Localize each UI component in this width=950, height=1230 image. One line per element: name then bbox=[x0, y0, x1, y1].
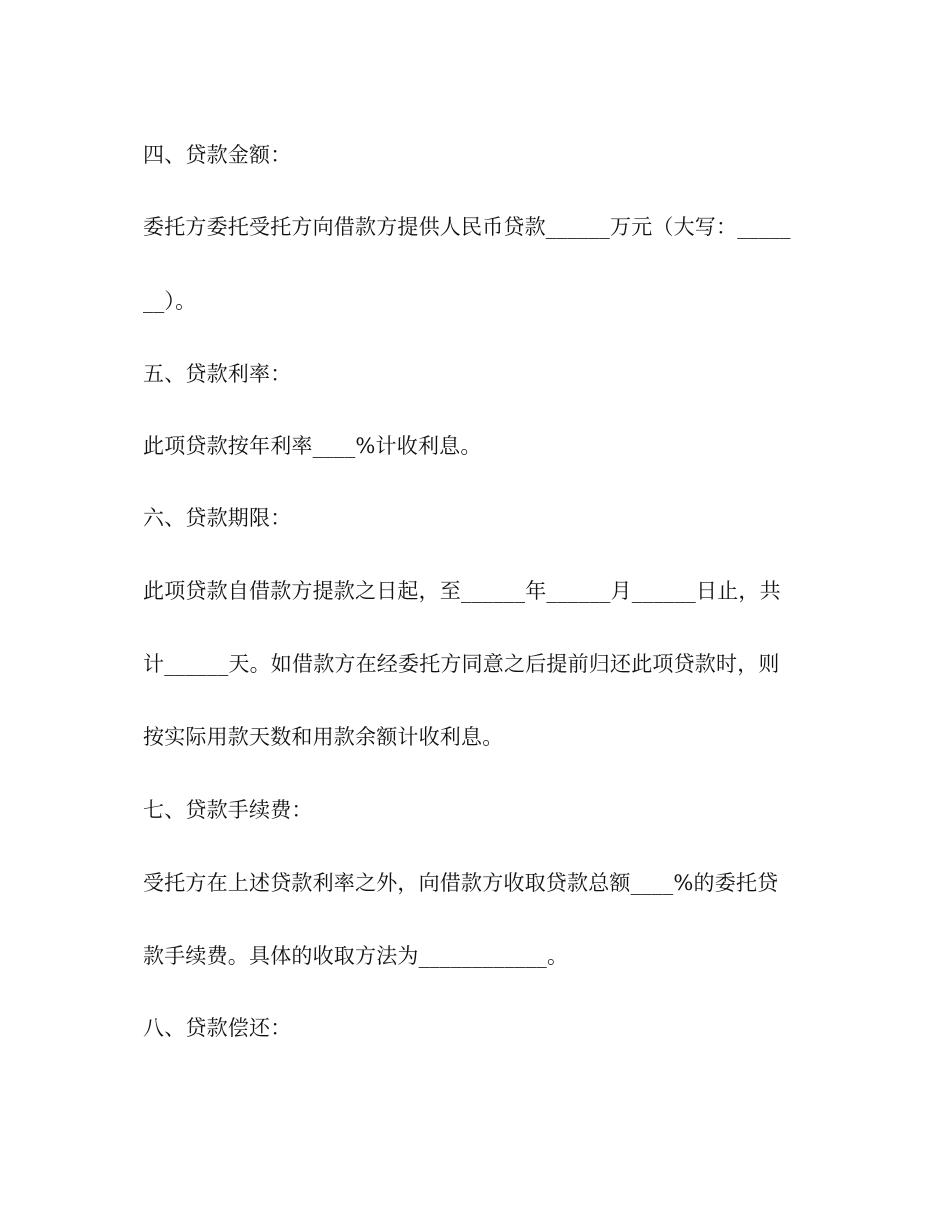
paragraph-line: 计______天。如借款方在经委托方同意之后提前归还此项贷款时，则 bbox=[143, 652, 780, 676]
paragraph-line: 此项贷款自借款方提款之日起，至______年______月______日止，共 bbox=[143, 579, 781, 603]
paragraph-line: 按实际用款天数和用款余额计收利息。 bbox=[143, 725, 504, 749]
paragraph-line: __）。 bbox=[143, 289, 197, 313]
paragraph-line: 受托方在上述贷款利率之外，向借款方收取贷款总额____%的委托贷 bbox=[143, 871, 779, 895]
section-heading-handling-fee: 七、贷款手续费： bbox=[143, 798, 313, 822]
paragraph-line: 款手续费。具体的收取方法为____________。 bbox=[143, 944, 569, 968]
paragraph-line: 委托方委托受托方向借款方提供人民币贷款______万元（大写：_____ bbox=[143, 215, 791, 239]
section-heading-interest-rate: 五、贷款利率： bbox=[143, 362, 292, 386]
paragraph-line: 此项贷款按年利率____%计收利息。 bbox=[143, 434, 482, 458]
section-heading-loan-repayment: 八、贷款偿还： bbox=[143, 1016, 292, 1040]
section-heading-loan-amount: 四、贷款金额： bbox=[143, 143, 292, 167]
section-heading-loan-term: 六、贷款期限： bbox=[143, 506, 292, 530]
